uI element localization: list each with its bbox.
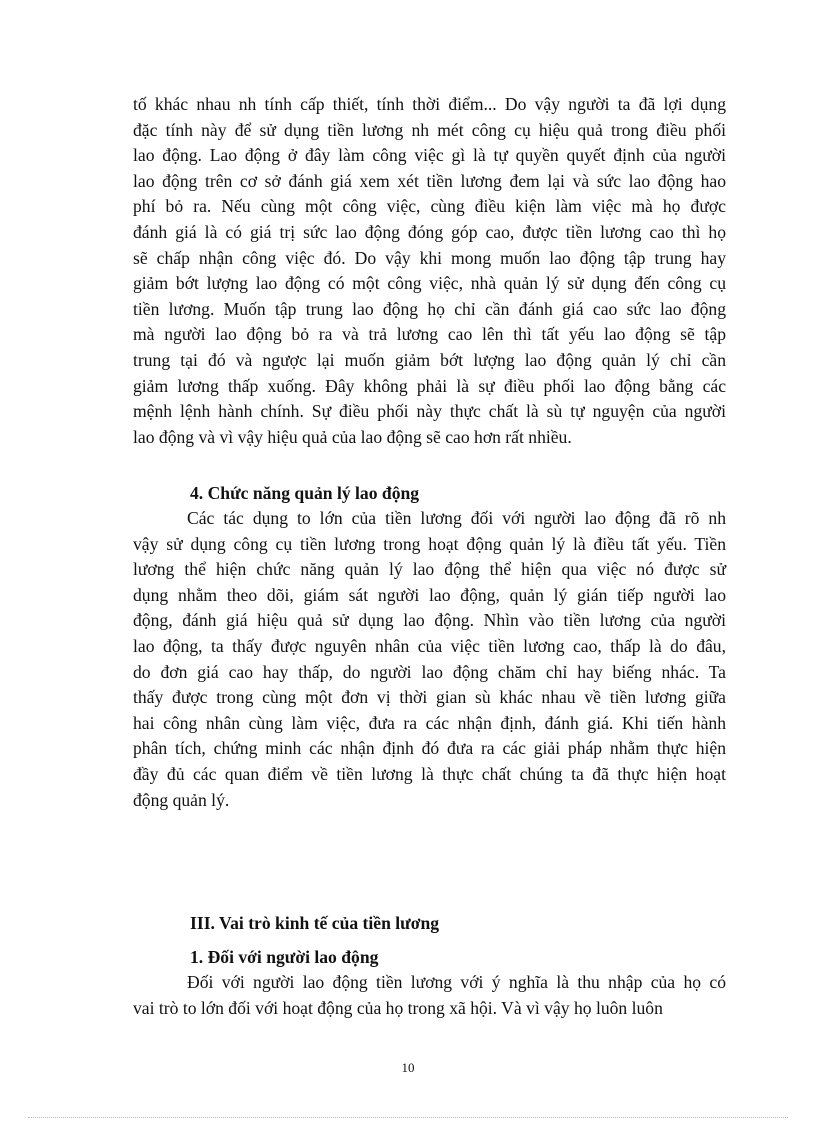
- text-line: sẽ chấp nhận công việc đó. Do vậy khi mong muốn lao động tập trung hay: [133, 247, 726, 268]
- section-heading-4: 4. Chức năng quản lý lao động: [190, 483, 420, 503]
- paragraph-management-function: [133, 506, 726, 813]
- text-line: lao động, ta thấy được nguyên nhân của việc tiền lương cao, thấp là do đâu,: [133, 635, 726, 656]
- subsection-heading-1: 1. Đối với người lao động: [190, 947, 379, 967]
- text-line: Đối với người lao động tiền lương với ý nghĩa là thu nhập của họ có: [187, 972, 726, 992]
- text-line: vậy sử dụng công cụ tiền lương trong hoạt động quản lý là điều tất yếu. Tiền: [133, 533, 726, 554]
- page-number: 10: [401, 1060, 415, 1075]
- page-border-divider: [28, 1117, 788, 1118]
- text-line: tiền lương. Muốn tập trung lao động họ chỉ cần đánh giá cao sức lao động: [133, 298, 726, 319]
- text-line: lương thể hiện chức năng quản lý lao động thể hiện qua việc nó được sử: [133, 559, 726, 580]
- text-line: thấy được trong cùng một đơn vị thời gian sù khác nhau về tiền lương giữa: [133, 687, 726, 708]
- text-line: mệnh lệnh hành chính. Sự điều phối này thực chất là sù tự nguyện của người: [133, 401, 726, 422]
- text-line: mà người lao động bỏ ra và trả lương cao lên thì tất yếu lao động sẽ tập: [133, 324, 726, 345]
- text-line: lao động. Lao động ở đây làm công việc gì là tự quyền quyết định của người: [133, 145, 726, 166]
- text-line: phí bỏ ra. Nếu cùng một công việc, cùng điều kiện làm việc mà họ được: [133, 196, 726, 217]
- text-line: Các tác dụng to lớn của tiền lương đối với người lao động đã rõ nh: [187, 508, 726, 528]
- text-line: trung tại đó và ngược lại muốn giảm bớt lượng lao động quản lý chỉ cần: [133, 349, 726, 370]
- text-line: lao động và vì vậy hiệu quả của lao động sẽ cao hơn rất nhiều.: [133, 426, 572, 447]
- text-line: động quản lý.: [133, 789, 230, 810]
- section-heading-iii: III. Vai trò kinh tế của tiền lương: [190, 913, 440, 933]
- text-line: giảm lương thấp xuống. Đây không phải là sự điều phối lao động bằng các: [133, 375, 726, 396]
- text-line: phân tích, chứng minh các nhận định đó đưa ra các giải pháp nhằm thực hiện: [133, 738, 726, 759]
- text-line: động, đánh giá hiệu quả sử dụng lao động. Nhìn vào tiền lương của người: [133, 610, 726, 631]
- paragraph-wage-labor-allocation: [133, 92, 726, 450]
- text-line: đầy đủ các quan điểm về tiền lương là thực chất chúng ta đã thực hiện hoạt: [133, 763, 726, 784]
- text-line: vai trò to lớn đối với hoạt động của họ trong xã hội. Và vì vậy họ luôn luôn: [133, 997, 663, 1018]
- text-line: đánh giá là có giá trị sức lao động đóng góp cao, được tiền lương cao thì họ: [133, 221, 726, 242]
- text-line: do đơn giá cao hay thấp, do người lao động chăm chỉ hay biếng nhác. Ta: [133, 661, 726, 682]
- paragraph-for-workers: [133, 970, 726, 1021]
- text-line: hai công nhân cùng làm việc, đưa ra các nhận định, đánh giá. Khi tiến hành: [133, 712, 726, 733]
- text-line: dụng nhằm theo dõi, giám sát người lao động, quản lý gián tiếp người lao: [133, 584, 726, 605]
- text-line: lao động trên cơ sở đánh giá xem xét tiền lương đem lại và sức lao động hao: [133, 170, 726, 191]
- text-line: tố khác nhau nh tính cấp thiết, tính thời điểm... Do vậy người ta đã lợi dụng: [133, 94, 726, 114]
- text-line: đặc tính này để sử dụng tiền lương nh mét công cụ hiệu quả trong điều phối: [133, 119, 726, 140]
- text-line: giảm bớt lượng lao động có một công việc, nhà quản lý sử dụng đến công cụ: [133, 273, 726, 294]
